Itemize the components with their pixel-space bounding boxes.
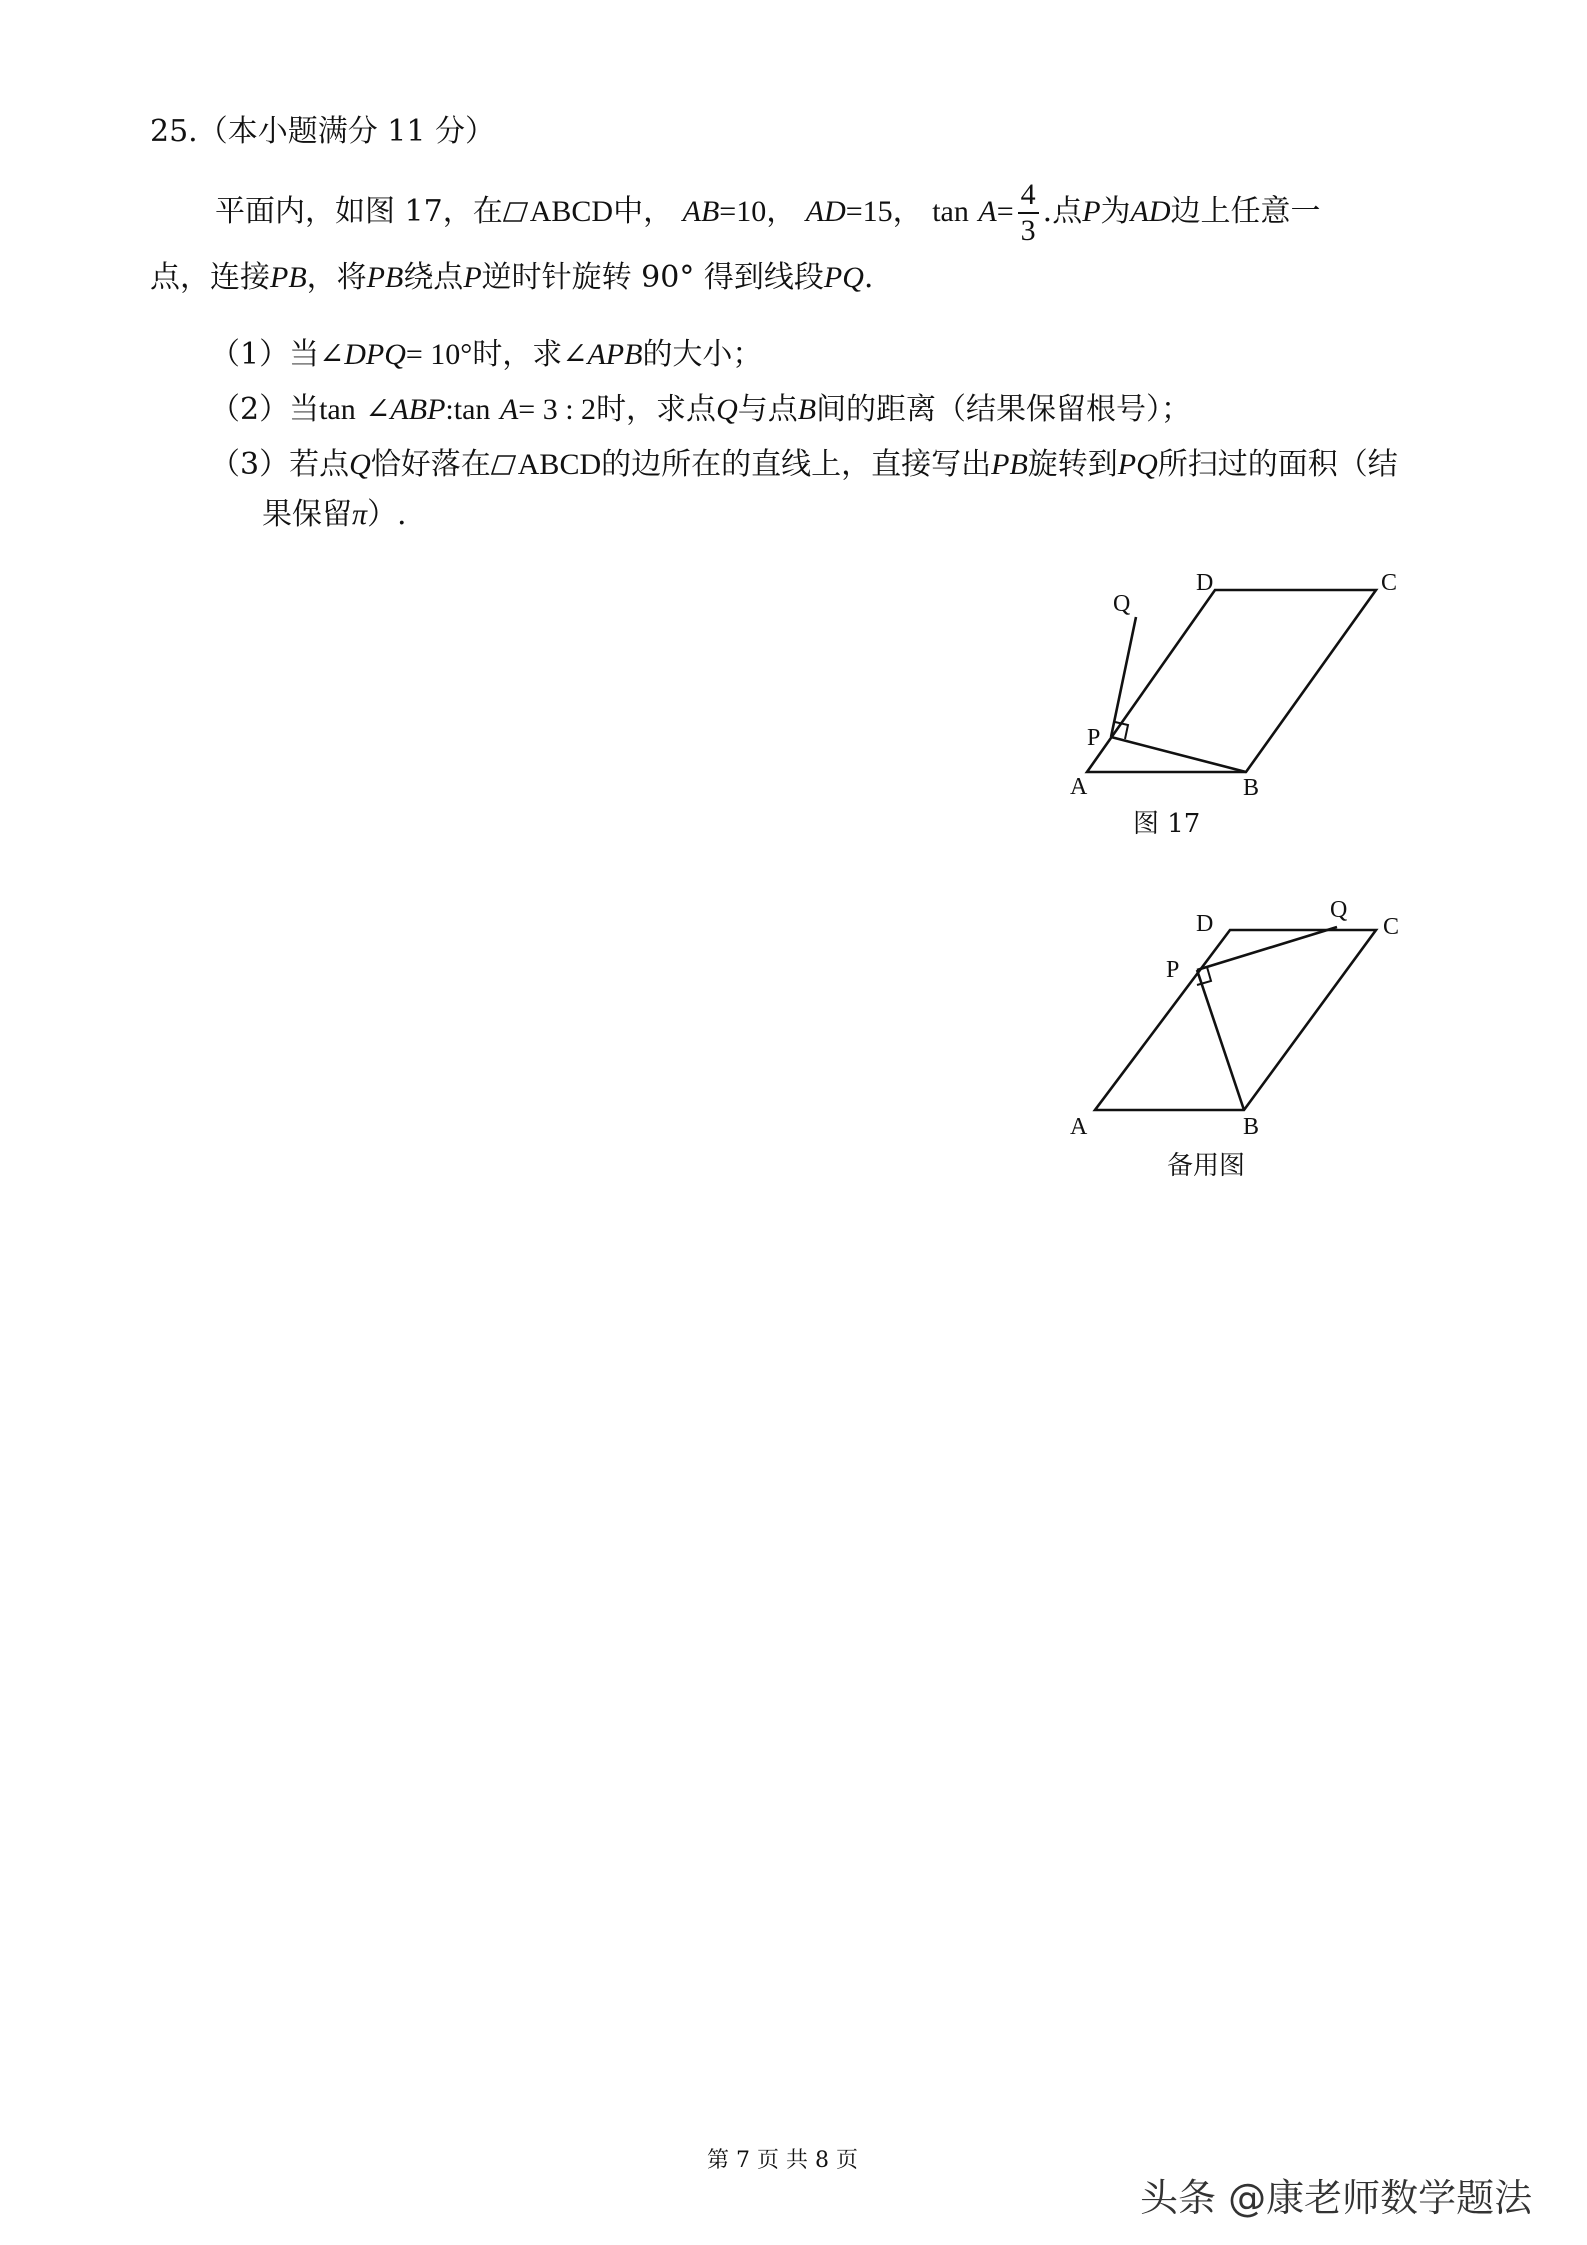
var-ab: AB xyxy=(682,195,720,228)
var-a: A xyxy=(978,195,997,228)
part-text: 恰好落在 xyxy=(370,447,491,482)
part-text: 果保留 xyxy=(262,497,352,532)
page-footer: 第 7 页 共 8 页 xyxy=(707,2148,858,2173)
var-p: P xyxy=(1082,195,1101,228)
var-q: Q xyxy=(349,448,371,481)
tan-fn: tan xyxy=(319,393,356,426)
segment-pb xyxy=(1197,970,1244,1110)
var-ad: AD xyxy=(805,195,846,228)
ratio-value: = 3 : 2 xyxy=(518,393,597,426)
tan-fn: tan xyxy=(453,393,491,426)
var-b: B xyxy=(797,393,817,426)
var-a: A xyxy=(499,393,519,426)
spare-label-q: Q xyxy=(1330,897,1348,923)
tan-fn: tan xyxy=(932,195,969,228)
segment-pq xyxy=(1197,927,1337,970)
stem-text: ， xyxy=(766,194,797,229)
stem-text: 点，连接 xyxy=(150,260,270,295)
stem-text: .点 xyxy=(1042,194,1083,229)
spare-label-b: B xyxy=(1243,1114,1260,1140)
var-pq: PQ xyxy=(823,261,864,294)
shape-name: ABCD xyxy=(529,195,614,228)
ab-value: =10 xyxy=(719,195,767,228)
shape-name: ABCD xyxy=(517,448,602,481)
ratio-colon: : xyxy=(445,393,454,426)
fig17-label-d: D xyxy=(1196,570,1214,596)
stem-text: . xyxy=(863,260,874,295)
stem-text: ，将 xyxy=(306,260,367,295)
part-text: 的大小； xyxy=(642,337,763,372)
stem-text: 中， xyxy=(613,194,674,229)
fig17-label-p: P xyxy=(1087,725,1101,751)
angle-abp: ∠ABP xyxy=(365,393,446,426)
var-q: Q xyxy=(716,393,738,426)
part-text: 旋转到 xyxy=(1027,447,1118,482)
spare-figure-caption: 备用图 xyxy=(1167,1151,1246,1181)
var-pb: PB xyxy=(270,261,307,294)
fig17-label-c: C xyxy=(1381,570,1398,596)
spare-label-d: D xyxy=(1196,911,1214,937)
part-text: 时，求点 xyxy=(596,392,717,427)
spare-label-a: A xyxy=(1070,1114,1088,1140)
part-text: ）. xyxy=(367,497,407,532)
part-label: （3）若点 xyxy=(210,447,350,482)
var-ad: AD xyxy=(1130,195,1171,228)
part-label: （2）当 xyxy=(210,392,320,427)
var-pb: PB xyxy=(366,261,404,294)
spare-label-p: P xyxy=(1166,957,1180,983)
ad-value: =15 xyxy=(845,195,893,228)
watermark: 头条 @康老师数学题法 xyxy=(1140,2176,1533,2220)
part-label: （1）当 xyxy=(210,337,320,372)
stem-text: 逆时针旋转 90° 得到线段 xyxy=(481,260,824,295)
part-text: 时，求 xyxy=(472,337,563,372)
part-text: 与点 xyxy=(737,392,798,427)
stem-text: ， xyxy=(892,194,923,229)
fraction-denominator: 3 xyxy=(1020,214,1036,247)
fig17-label-a: A xyxy=(1070,774,1088,800)
stem-text: 平面内，如图 17，在 xyxy=(215,194,503,229)
var-pq: PQ xyxy=(1117,448,1158,481)
var-pb: PB xyxy=(991,448,1028,481)
var-p: P xyxy=(463,261,482,294)
stem-text: 边上任意一 xyxy=(1170,194,1321,229)
stem-text: 为 xyxy=(1100,194,1131,229)
angle-dpq: ∠DPQ xyxy=(319,338,406,371)
angle-value: = 10° xyxy=(405,338,473,371)
angle-apb: ∠APB xyxy=(562,338,643,371)
part-text: 的边所在的直线上，直接写出 xyxy=(601,447,992,482)
part-text: 间的距离（结果保留根号）； xyxy=(816,392,1192,427)
fig17-label-q: Q xyxy=(1113,591,1131,617)
spare-label-c: C xyxy=(1383,914,1400,940)
figure-17-caption: 图 17 xyxy=(1133,809,1201,839)
fraction-numerator: 4 xyxy=(1018,178,1039,214)
part-text: 所扫过的面积（结 xyxy=(1157,447,1398,482)
question-number: 25.（本小题满分 11 分） xyxy=(150,114,495,149)
fig17-label-b: B xyxy=(1243,775,1260,801)
equals-sign: = xyxy=(996,195,1014,228)
stem-text: 绕点 xyxy=(403,260,464,295)
var-pi: π xyxy=(352,498,368,531)
